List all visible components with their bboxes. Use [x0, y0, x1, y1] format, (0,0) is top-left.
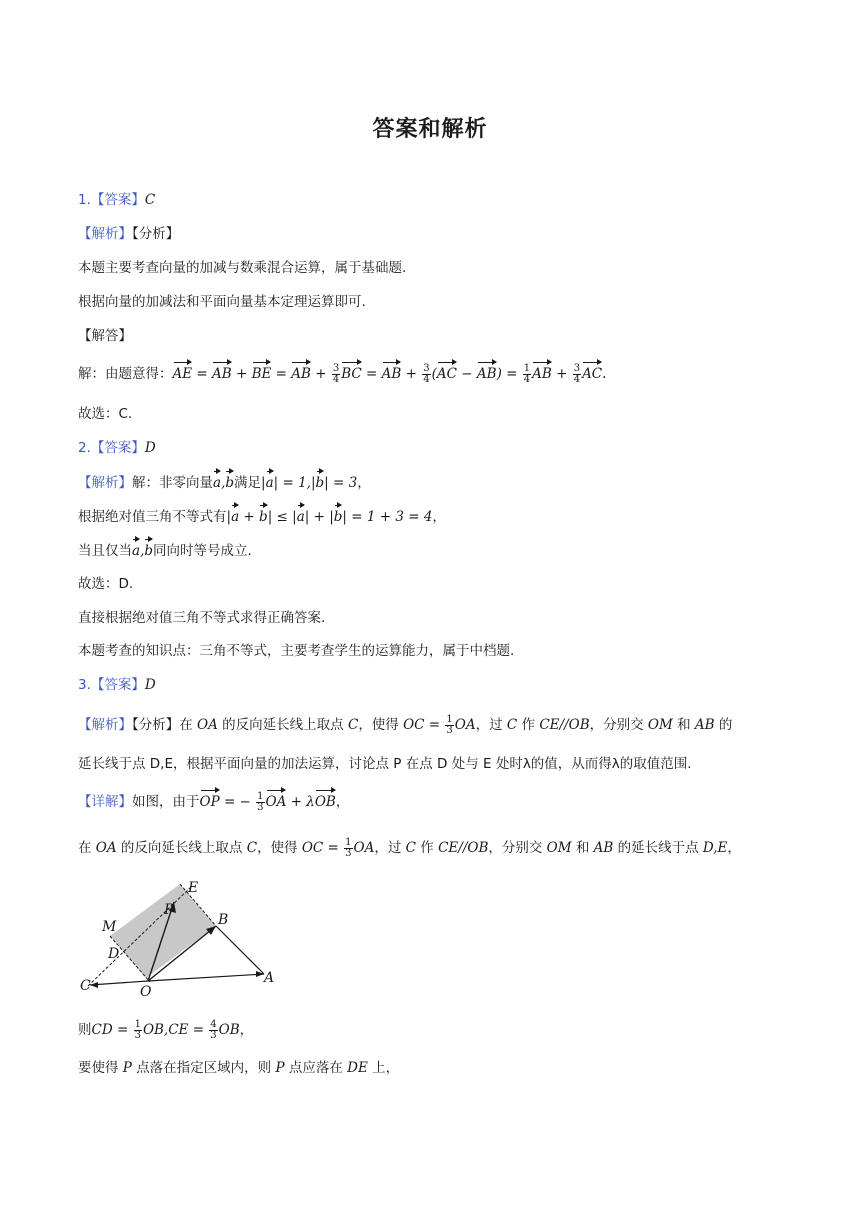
q3-text: ，使得	[257, 840, 298, 856]
q3-detail-tag: 【详解】	[78, 794, 132, 810]
q1-solution	[78, 364, 606, 385]
q3-text: 在	[179, 717, 193, 733]
vector-oa	[148, 974, 264, 981]
geometry-figure	[78, 878, 278, 998]
q3-text: 作	[420, 840, 434, 856]
q2-line3-suffix: 同向时等号成立.	[153, 543, 252, 559]
q2-line2: 根据绝对值三角不等式有|a + b| ≤ |a| + |b| = 1 + 3 = 4，	[78, 509, 446, 525]
shaded-region	[110, 884, 216, 978]
q3-text: 和	[677, 717, 691, 733]
q2-line4: 故选：D.	[78, 576, 134, 592]
q1-conclusion: 故选：C.	[78, 406, 133, 422]
q3-text: 的	[718, 717, 733, 733]
q2-line1: 【解析】解：非零向量a,b满足|a| = 1,|b| = 3，	[78, 475, 371, 491]
q3-line6: 要使得 P 点落在指定区域内，则 P 点应落在 DE 上，	[78, 1060, 400, 1076]
q3-text: 上，	[372, 1060, 400, 1076]
q3-line5: 则CD = $\frac{1}{3}$ OB,CE = $\frac{4}{3}$ OB，	[78, 1019, 254, 1041]
q2-analysis-tag: 【解析】	[78, 475, 132, 491]
label-c: C	[80, 978, 91, 994]
q3-line1: 【解析】【分析】在 OA 的反向延长线上取点 C，使得 OC = $\frac{1}{3}$ OA，过 C 作 CE//OB，分别交 OM 和 AB 的	[78, 714, 733, 736]
q1-answer-line	[78, 190, 155, 210]
q3-text: ，分别交	[488, 840, 543, 856]
q3-text: ，分别交	[589, 717, 644, 733]
q3-text: 点应落在	[288, 1060, 343, 1076]
q3-line5-prefix: 则	[78, 1022, 92, 1038]
q3-text: 在	[78, 840, 92, 856]
q2-line5: 直接根据绝对值三角不等式求得正确答案.	[78, 610, 326, 626]
q3-text: 作	[521, 717, 536, 733]
q3-analysis-tag2: 【分析】	[132, 717, 180, 733]
q1-equation: AE = AB + BE = AB + $\frac{3}{4}$ BC = AB + $\frac{3}{4}$ (AC − AB) = $\frac{1}{4}$ AB + $\frac{3}{4}$ AC.	[172, 363, 607, 385]
arrow-a	[256, 971, 264, 977]
q2-line1-prefix: 解：非零向量	[132, 475, 213, 491]
q2-answer: D	[144, 440, 156, 456]
q2-line6: 本题考查的知识点：三角不等式，主要考查学生的运算能力，属于中档题.	[78, 643, 515, 659]
q3-detail: 【详解】如图，由于OP = − $\frac{1}{3}$ OA + λOB，	[78, 791, 350, 813]
q3-detail-prefix: 如图，由于	[132, 794, 200, 810]
q1-line2: 根据向量的加减法和平面向量基本定理运算即可.	[78, 294, 366, 310]
q3-text: 和	[575, 840, 590, 856]
q3-analysis-tag: 【解析】	[78, 717, 132, 733]
q3-line2: 延长线于点 D,E，根据平面向量的加法运算，讨论点 P 在点 D 处与 E 处时λ的值，从而得λ的取值范围.	[78, 756, 692, 772]
q1-answer: C	[144, 192, 156, 208]
q3-text: ，使得	[358, 717, 399, 733]
q3-answer-line	[78, 675, 156, 695]
page-title: 答案和解析	[372, 117, 488, 142]
label-d: D	[108, 946, 120, 962]
q1-analysis-tags	[78, 224, 179, 244]
q3-text: ，过	[374, 840, 402, 856]
q1-analysis-tag2: 【分析】	[132, 226, 180, 242]
q3-answer: D	[144, 677, 156, 693]
q3-text: ，过	[475, 717, 503, 733]
q3-text: 点落在指定区域内，则	[136, 1060, 272, 1076]
arrow-c	[90, 982, 98, 988]
label-m: M	[102, 919, 117, 935]
q3-text: 的反向延长线上取点	[222, 717, 344, 733]
q3-head: 3.【答案】	[78, 677, 145, 693]
q2-line1-mid: 满足	[234, 475, 262, 491]
q1-solve-prefix: 解：由题意得：	[78, 366, 173, 382]
q1-head: 1.【答案】	[78, 192, 145, 208]
q3-text: 要使得	[78, 1060, 119, 1076]
q2-answer-line	[78, 438, 156, 458]
q3-text: 的延长线于点	[617, 840, 699, 856]
q2-line2-prefix: 根据绝对值三角不等式有	[78, 509, 227, 525]
label-e: E	[188, 880, 199, 896]
q1-analysis-tag: 【解析】	[78, 226, 132, 242]
q1-line1: 本题主要考查向量的加减与数乘混合运算，属于基础题.	[78, 260, 407, 276]
q3-text: 的反向延长线上取点	[120, 840, 243, 856]
q1-solve-tag: 【解答】	[78, 328, 132, 344]
q3-line4: 在 OA 的反向延长线上取点 C，使得 OC = $\frac{1}{3}$ OA，过 C 作 CE//OB，分别交 OM 和 AB 的延长线于点 D,E，	[78, 837, 741, 859]
label-b: B	[218, 912, 229, 928]
label-o: O	[140, 984, 152, 998]
label-a: A	[264, 970, 275, 986]
q2-line3: 当且仅当a,b同向时等号成立.	[78, 543, 252, 559]
label-p: P	[164, 902, 174, 918]
q2-head: 2.【答案】	[78, 440, 145, 456]
q2-line3-prefix: 当且仅当	[78, 543, 132, 559]
segment-ab	[216, 926, 264, 974]
